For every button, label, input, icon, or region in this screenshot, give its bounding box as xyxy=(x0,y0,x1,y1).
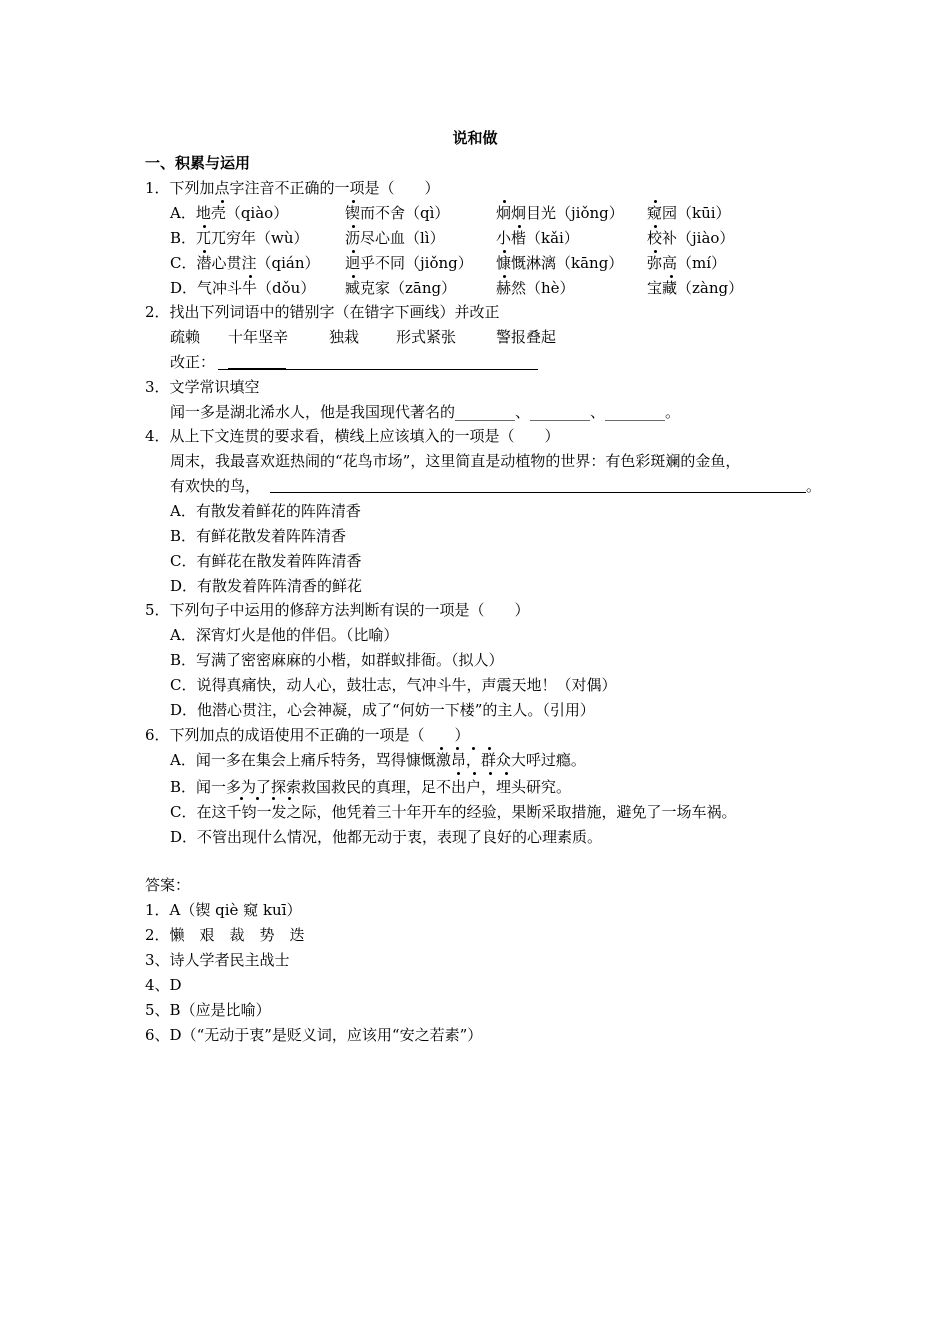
question-4-end-mark: 。 xyxy=(806,477,822,495)
q1-row-b-col-4: 校补（jiào） xyxy=(647,229,735,247)
q4-option-d: D．有散发着阵阵清香的鲜花 xyxy=(170,577,363,595)
question-6-stem: 6．下列加点的成语使用不正确的一项是（ ） xyxy=(145,726,470,744)
q1-row-c-col-1: C．潜心贯注（qián） xyxy=(170,254,320,272)
q1-row-d-col-1: D．气冲斗牛（dǒu） xyxy=(170,279,316,297)
emphasis-dot xyxy=(249,275,252,278)
emphasis-dot xyxy=(203,225,206,228)
emphasis-dot xyxy=(518,225,521,228)
q2-word-1: 疏赖 xyxy=(170,328,201,346)
q1-row-a-col-1: A．地壳（qiào） xyxy=(170,204,289,222)
emphasis-dot xyxy=(203,250,206,253)
q1-row-c-col-4: 弥高（mí） xyxy=(647,254,727,272)
emphasis-dot xyxy=(473,772,476,775)
emphasis-dot xyxy=(352,225,355,228)
emphasis-dot xyxy=(505,772,508,775)
emphasis-dot xyxy=(456,747,459,750)
page-title: 说和做 xyxy=(452,129,498,147)
q1-row-c-col-2: 迥乎不同（jiǒng） xyxy=(345,254,473,272)
q4-option-c: C．有鲜花在散发着阵阵清香 xyxy=(170,552,362,570)
answer-5: 5、B（应是比喻） xyxy=(145,1001,271,1019)
emphasis-dot xyxy=(654,200,657,203)
emphasis-dot xyxy=(221,200,224,203)
q2-fix-label: 改正： xyxy=(170,353,216,371)
answer-blank-line[interactable] xyxy=(270,492,806,493)
q5-option-b: B．写满了密密麻麻的小楷，如群蚁排衙。（拟人） xyxy=(170,651,504,669)
q6-option-a: A．闻一多在集会上痛斥特务，骂得慷慨激昂，群众大呼过瘾。 xyxy=(170,751,586,769)
emphasis-dot xyxy=(503,275,506,278)
emphasis-dot xyxy=(488,747,491,750)
emphasis-dot xyxy=(654,225,657,228)
answer-4: 4、D xyxy=(145,976,182,994)
q1-row-b-col-2: 沥尽心血（lì） xyxy=(345,229,445,247)
q1-row-a-col-2: 锲而不舍（qì） xyxy=(345,204,450,222)
q1-row-d-col-4: 宝藏（zàng） xyxy=(647,279,744,297)
answer-2: 2．懒 艰 裁 势 迭 xyxy=(145,926,305,944)
emphasis-dot xyxy=(440,747,443,750)
q1-row-b-col-3: 小楷（kǎi） xyxy=(496,229,579,247)
emphasis-dot xyxy=(352,200,355,203)
q1-row-c-col-3: 慷慨淋漓（kāng） xyxy=(496,254,624,272)
q2-word-5: 警报叠起 xyxy=(496,328,557,346)
q4-option-a: A．有散发着鲜花的阵阵清香 xyxy=(170,502,361,520)
emphasis-dot xyxy=(352,250,355,253)
q1-row-d-col-2: 臧克家（zāng） xyxy=(345,279,457,297)
q6-option-d: D．不管出现什么情况，他都无动于衷，表现了良好的心理素质。 xyxy=(170,828,603,846)
question-2-stem: 2．找出下列词语中的错别字（在错字下画线）并改正 xyxy=(145,303,500,321)
emphasis-dot xyxy=(240,797,243,800)
q1-row-a-col-3: 炯炯目光（jiǒng） xyxy=(496,204,624,222)
question-4-stem: 4．从上下文连贯的要求看，横线上应该填入的一项是（ ） xyxy=(145,427,560,445)
emphasis-dot xyxy=(503,200,506,203)
q6-option-c: C．在这千钧一发之际，他凭着三十年开车的经验，果断采取措施，避免了一场车祸。 xyxy=(170,803,737,821)
question-5-stem: 5．下列句子中运用的修辞方法判断有误的一项是（ ） xyxy=(145,601,530,619)
answer-blank-line-bold xyxy=(228,368,286,370)
q2-word-2: 十年坚辛 xyxy=(228,328,289,346)
emphasis-dot xyxy=(457,772,460,775)
answer-1: 1．A（锲 qiè 窥 kuī） xyxy=(145,901,302,919)
question-3-stem: 3．文学常识填空 xyxy=(145,378,260,396)
section-heading: 一、积累与运用 xyxy=(145,154,251,172)
answer-3: 3、诗人学者民主战士 xyxy=(145,951,290,969)
q1-row-b-col-1: B．兀兀穷年（wù） xyxy=(170,229,309,247)
emphasis-dot xyxy=(288,797,291,800)
emphasis-dot xyxy=(503,250,506,253)
question-4-text-line-2: 有欢快的鸟， xyxy=(170,477,261,495)
question-4-text-line-1: 周末，我最喜欢逛热闹的“花鸟市场”，这里简直是动植物的世界：有色彩斑斓的金鱼， xyxy=(170,452,741,470)
q5-option-a: A．深宵灯火是他的伴侣。（比喻） xyxy=(170,626,399,644)
question-1-stem: 1．下列加点字注音不正确的一项是（ ） xyxy=(145,179,440,197)
answer-6: 6、D（“无动于衷”是贬义词，应该用“安之若素”） xyxy=(145,1026,483,1044)
emphasis-dot xyxy=(272,797,275,800)
q1-row-a-col-4: 窥园（kūi） xyxy=(647,204,731,222)
answers-label: 答案： xyxy=(145,876,191,894)
emphasis-dot xyxy=(670,275,673,278)
q2-word-4: 形式紧张 xyxy=(396,328,457,346)
emphasis-dot xyxy=(489,772,492,775)
emphasis-dot xyxy=(472,747,475,750)
emphasis-dot xyxy=(352,275,355,278)
q1-row-d-col-3: 赫然（hè） xyxy=(496,279,575,297)
q2-word-3: 独栽 xyxy=(329,328,360,346)
q4-option-b: B．有鲜花散发着阵阵清香 xyxy=(170,527,347,545)
q5-option-d: D．他潜心贯注，心会神凝，成了“何妨一下楼”的主人。（引用） xyxy=(170,701,595,719)
q6-option-b: B．闻一多为了探索救国救民的真理，足不出户，埋头研究。 xyxy=(170,778,572,796)
emphasis-dot xyxy=(256,797,259,800)
q5-option-c: C．说得真痛快，动人心，鼓壮志，气冲斗牛，声震天地！（对偶） xyxy=(170,676,617,694)
question-3-text: 闻一多是湖北浠水人，他是我国现代著名的________、________、________。 xyxy=(170,403,681,421)
emphasis-dot xyxy=(654,250,657,253)
